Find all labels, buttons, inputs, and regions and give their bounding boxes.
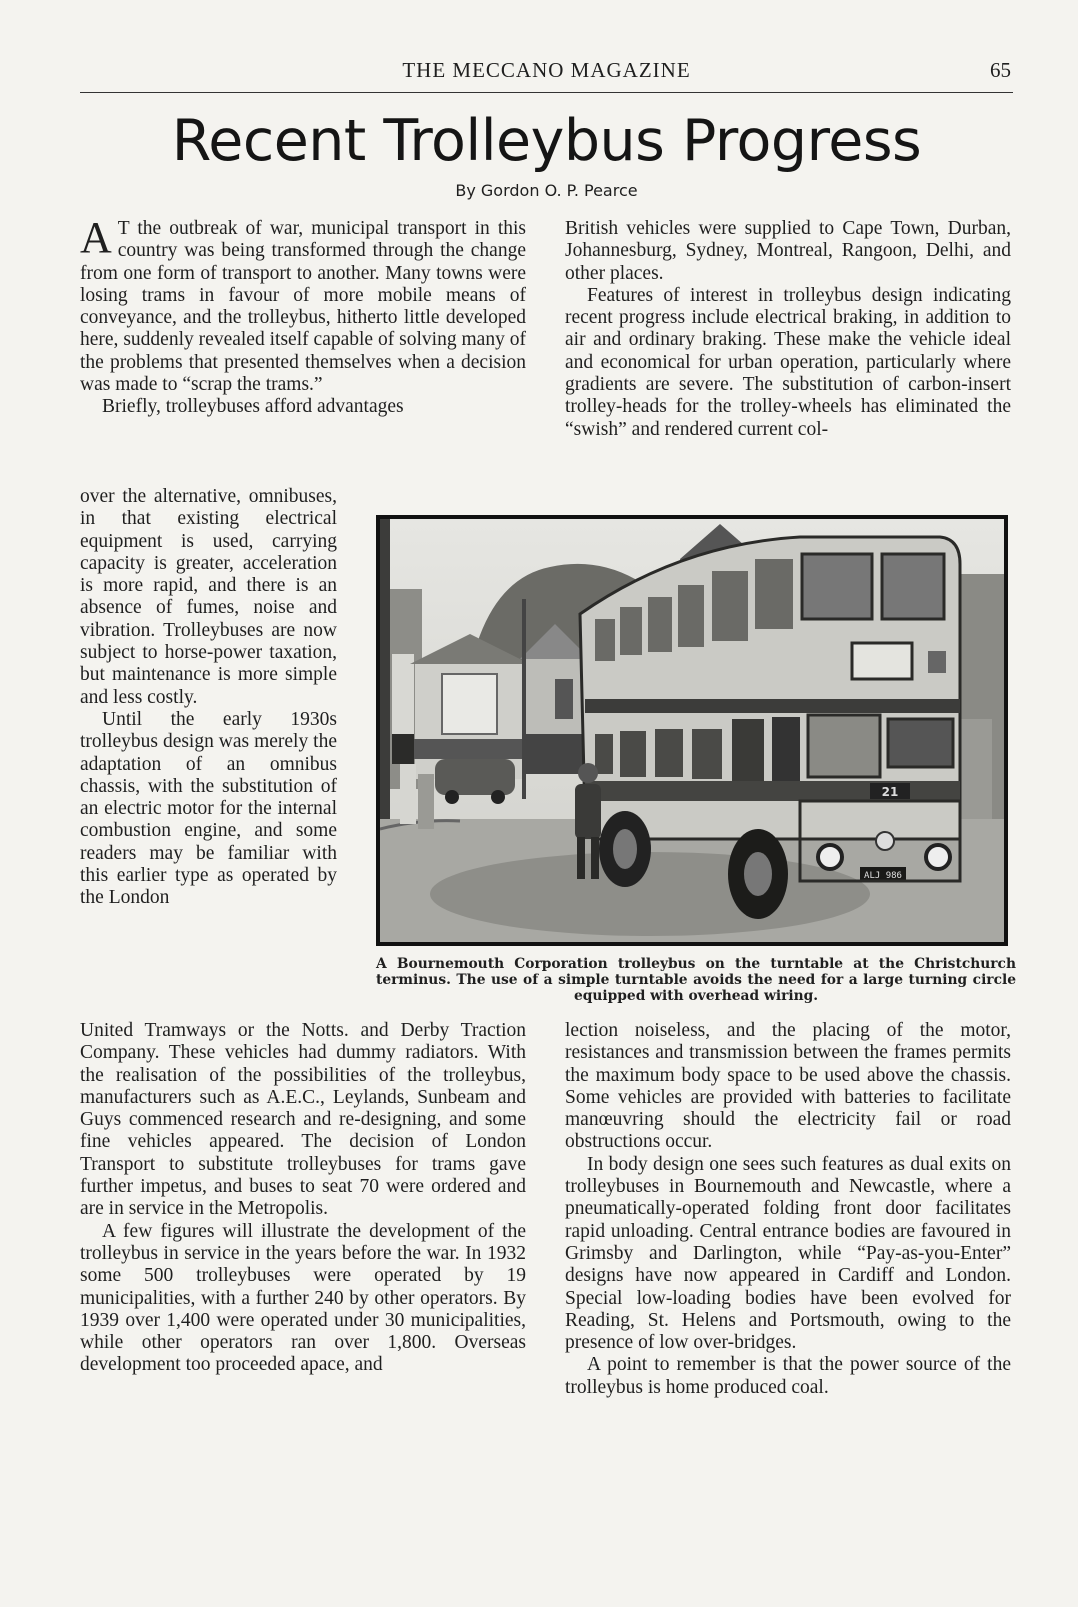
trolleybus-photo [376, 515, 1008, 946]
paragraph-early-design: Until the early 1930s trolleybus design was merely the adaptation of an omnibus chassis, with the substitution of an electric motor for the internal combustion engine, and some readers may be familiar with this earlier type as operated by the London [80, 708, 337, 909]
page-number: 65 [990, 58, 1011, 82]
paragraph-advantages-cont: over the alternative, omnibuses, in that existing electrical equipment is used, carrying capacity is greater, acceleration is more rapid, and there is an absence of fumes, noise and vibration. Trolleybuses are now subject to horse-power taxation, but maintenance is more simple and less costly. [80, 486, 337, 708]
paragraph-power-source: A point to remember is that the power source of the trolleybus is home produced coal. [565, 1354, 1011, 1398]
left-column-bottom [80, 1020, 526, 1377]
magazine-name: THE MECCANO MAGAZINE [402, 58, 691, 82]
right-column-top [565, 218, 1011, 441]
bus-route-number: 21 [881, 785, 899, 799]
right-column-bottom [565, 1020, 1011, 1399]
paragraph-features-cont: lection noiseless, and the placing of the motor, resistances and transmission between the frames permits the maximum body space to be used above the chassis. Some vehicles are provided with batteries to facilitate manœuvring should the electricity fail or road obstructions occur. [565, 1020, 1011, 1153]
paragraph-advantages-start: Briefly, trolleybuses afford advantages [102, 396, 404, 418]
paragraph-figures: A few figures will illustrate the development of the trolleybus in service in the years before the war. In 1932 some 500 trolleybuses were operated by 19 municipalities, with a further 240 by other operators. By 1939 over 1,400 were operated under 30 municipalities, while other operators ran over 1,800. Overseas development too proceeded apace, and [80, 1220, 526, 1376]
bus-registration-plate: ALJ 986 [864, 871, 902, 881]
paragraph-body-design: In body design one sees such features as dual exits on trolleybuses in Bournemouth and Newcastle, where a pneumatically-operated folding front door facilitates rapid unloading. Central entrance bodies are favoured in Grimsby and Darlington, while “Pay-as-you-Enter” designs have now appeared in Cardiff and London. Special low-loading bodies have been evolved for Reading, St. Helens and Portsmouth, owing to the presence of low over-bridges. [565, 1153, 1011, 1354]
paragraph-early-design-cont: United Tramways or the Notts. and Derby Traction Company. These vehicles had dummy radiators. With the realisation of the possibilities of the trolleybus, manufacturers such as A.E.C., Leylands, Sunbeam and Guys commenced research and re-designing, and some fine vehicles appeared. The decision of London Transport to substitute trolleybuses for trams gave further impetus, and buses to seat 70 were ordered and are in service in the Metropolis. [80, 1020, 526, 1220]
article-title: Recent Trolleybus Progress [171, 108, 922, 174]
article-byline: By Gordon O. P. Pearce [455, 181, 638, 200]
photo-caption: A Bournemouth Corporation trolleybus on the turntable at the Christchurch terminus. The use of a simple turntable avoids the need for a large turning circle equipped with overhead wiring. [376, 956, 1016, 1004]
left-column-top [80, 213, 526, 419]
paragraph-features: Features of interest in trolleybus design indicating recent progress include electrical braking, in addition to air and ordinary braking. These make the vehicle ideal and economical for urban operation, particularly where gradients are severe. The substitution of carbon-insert trolley-heads for the trolley-wheels has eliminated the “swish” and rendered current col- [565, 284, 1011, 440]
narrow-column [80, 486, 337, 910]
paragraph-overseas: British vehicles were supplied to Cape Town, Durban, Johannesburg, Sydney, Montreal, Rangoon, Delhi, and other places. [565, 218, 1011, 284]
trolleybus-illustration [380, 519, 1004, 942]
paragraph-opening: A T the outbreak of war, municipal transport in this country was being transformed through the change from one form of transport to another. Many towns were losing trams in favour of more mobile means of conveyance, and the trolleybus, hitherto little developed here, suddenly revealed itself capable of solving many of the problems that presented themselves when a decision was made to “scrap the trams.” [80, 213, 526, 396]
drop-cap: A [80, 213, 112, 262]
running-header [80, 56, 1013, 93]
